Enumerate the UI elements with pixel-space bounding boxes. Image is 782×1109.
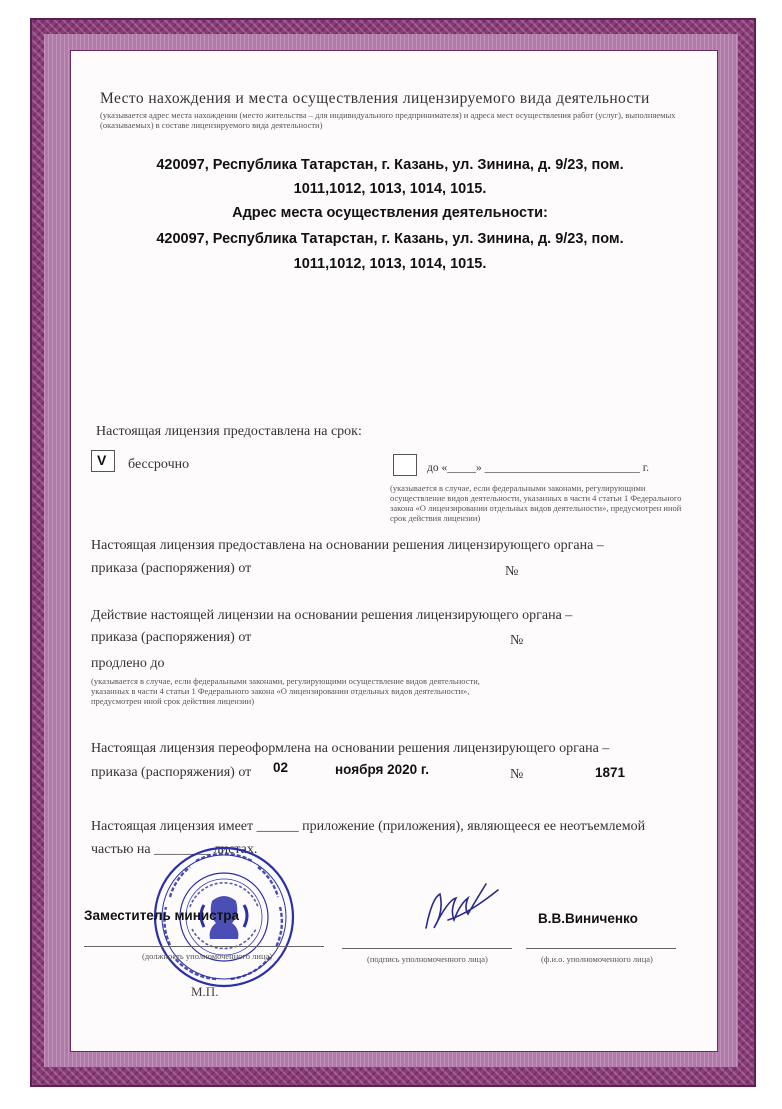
appendix-line-2: частью на ________ листах. [91, 842, 258, 857]
signature-underline [342, 948, 512, 949]
extended-note: (указывается в случае, если федеральными законами, регулирующими осуществление видов деятельности, указанных в части 4 статьи 1 Федерального закона «О лицензировании отдельных видов деятельности», предусмотрен иной срок действия лицензии) [91, 676, 480, 706]
extended-number-sign: № [510, 633, 524, 648]
location-heading-note: (указывается адрес места нахождения (место жительства – для индивидуального предпринимателя) и адреса мест осуществления работ (услуг), выполняемых (оказываемых) в составе лицензируемого вида деятельности) [100, 110, 676, 130]
reissued-day: 02 [273, 760, 289, 775]
reissued-month-year: ноября 2020 г. [335, 762, 429, 777]
address-line-4: 1011,1012, 1013, 1014, 1015. [293, 256, 487, 272]
address-line-3: 420097, Республика Татарстан, г. Казань, ул. Зинина, д. 9/23, пом. [156, 231, 624, 247]
handwritten-signature [418, 880, 508, 940]
name-caption: (ф.и.о. уполномоченного лица) [541, 954, 653, 964]
until-checkbox [393, 454, 417, 476]
signature-caption: (подпись уполномоченного лица) [367, 954, 488, 964]
position-underline [84, 946, 324, 947]
reissued-number: 1871 [595, 765, 626, 780]
activity-address-heading: Адрес места осуществления деятельности: [232, 205, 548, 221]
signatory-position: Заместитель министра [84, 908, 240, 923]
extended-line-2: приказа (распоряжения) от [91, 630, 252, 645]
position-caption: (должность уполномоченного лица) [142, 951, 273, 961]
address-line-2: 1011,1012, 1013, 1014, 1015. [293, 181, 487, 197]
appendix-line-1: Настоящая лицензия имеет ______ приложение (приложения), являющееся ее неотъемлемой [91, 819, 646, 834]
signatory-name: В.В.Виниченко [538, 911, 638, 926]
location-heading: Место нахождения и места осуществления лицензируемого вида деятельности [100, 90, 650, 107]
address-line-1: 420097, Республика Татарстан, г. Казань, ул. Зинина, д. 9/23, пом. [156, 157, 624, 173]
term-label: Настоящая лицензия предоставлена на срок: [96, 424, 362, 439]
extended-line-1: Действие настоящей лицензии на основании решения лицензирующего органа – [91, 608, 573, 623]
reissued-number-sign: № [510, 767, 524, 782]
until-date-label: до «_____» ___________________________ г. [427, 462, 650, 474]
extended-until-label: продлено до [91, 656, 165, 671]
checkbox-mark: V [97, 452, 107, 468]
name-underline [526, 948, 676, 949]
until-note: (указывается в случае, если федеральными законами, регулирующими осуществление видов деятельности, указанных в части 4 статьи 1 Федерального закона «О лицензировании отдельных видов деятельности», предусмотрен иной срок действия лицензии) [390, 483, 682, 523]
seal-place-label: М.П. [191, 984, 219, 999]
granted-line-2: приказа (распоряжения) от [91, 561, 252, 576]
indefinite-label: бессрочно [128, 457, 190, 472]
reissued-line-2: приказа (распоряжения) от [91, 765, 252, 780]
granted-number-sign: № [505, 564, 519, 579]
granted-line-1: Настоящая лицензия предоставлена на основании решения лицензирующего органа – [91, 538, 604, 553]
indefinite-checkbox [91, 450, 115, 472]
reissued-line-1: Настоящая лицензия переоформлена на основании решения лицензирующего органа – [91, 741, 610, 756]
